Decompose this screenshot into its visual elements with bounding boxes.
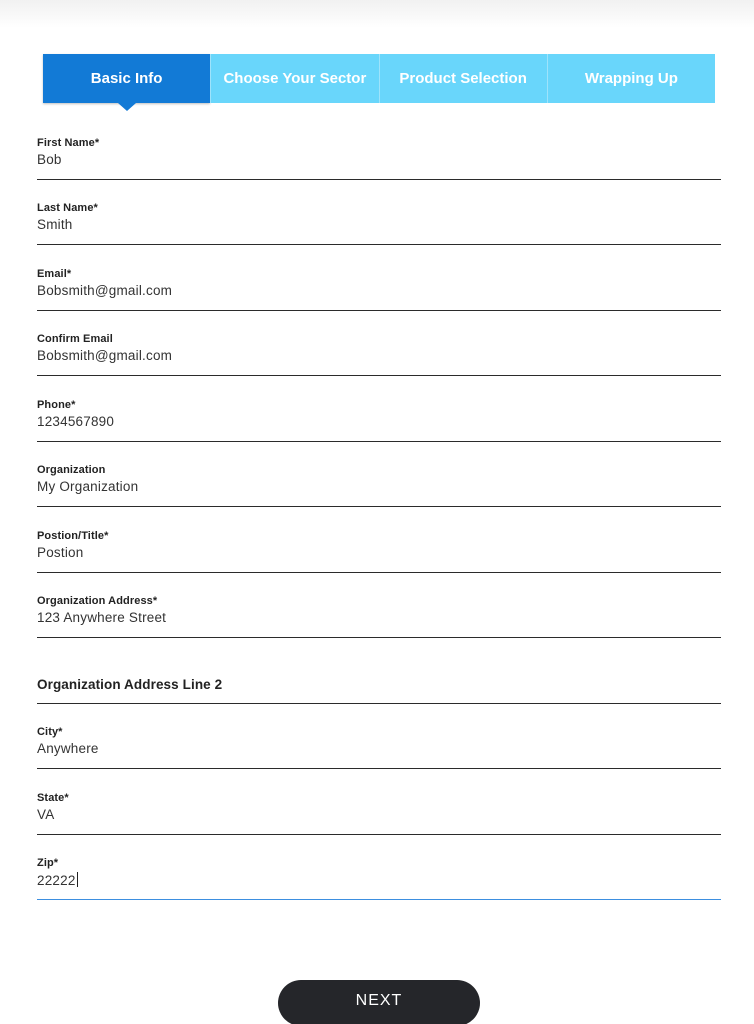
position-title-input[interactable] <box>37 530 721 573</box>
first-name-input[interactable] <box>37 137 721 180</box>
email-value: Bobsmith@gmail.com <box>37 282 173 298</box>
tab-label: Choose Your Sector <box>223 70 367 87</box>
tab-choose-your-sector[interactable] <box>210 54 378 103</box>
phone-value: 1234567890 <box>37 413 115 429</box>
state-input[interactable] <box>37 792 721 835</box>
organization-label: Organization <box>37 464 106 476</box>
confirm-email-input[interactable] <box>37 333 721 376</box>
text-caret <box>77 872 78 887</box>
zip-field[interactable] <box>37 835 721 901</box>
first-name-label: First Name* <box>37 136 100 149</box>
city-value: Anywhere <box>37 741 99 756</box>
next-button[interactable]: NEXT <box>278 980 480 1024</box>
confirm-email-label: Confirm Email <box>37 333 113 345</box>
city-input[interactable] <box>37 726 721 769</box>
active-tab-pointer <box>118 103 136 111</box>
tab-basic-info[interactable] <box>43 54 210 103</box>
position-title-value: Postion <box>37 544 84 560</box>
first-name-field[interactable] <box>37 114 721 180</box>
state-value: VA <box>37 806 55 822</box>
organization-input[interactable] <box>37 464 721 507</box>
position-title-label: Postion/Title* <box>37 529 109 542</box>
wizard-steps <box>43 54 715 103</box>
confirm-email-value: Bobsmith@gmail.com <box>37 348 173 363</box>
organization-address-line2-field[interactable] <box>37 638 721 704</box>
organization-address-line2-input[interactable] <box>37 661 721 704</box>
tab-label: Basic Info <box>90 70 163 87</box>
email-field[interactable] <box>37 245 721 311</box>
last-name-field[interactable] <box>37 180 721 246</box>
last-name-label: Last Name* <box>37 202 98 214</box>
zip-value-wrapper <box>37 872 78 888</box>
email-input[interactable] <box>37 268 721 311</box>
basic-info-form <box>37 114 721 900</box>
organization-address-input[interactable] <box>37 595 721 638</box>
zip-input[interactable] <box>37 857 721 900</box>
tab-label: Product Selection <box>399 70 527 87</box>
phone-label: Phone* <box>37 398 76 411</box>
zip-label: Zip* <box>37 857 59 869</box>
organization-address-line2-label: Organization Address Line 2 <box>37 676 223 692</box>
city-field[interactable] <box>37 704 721 770</box>
phone-input[interactable] <box>37 399 721 442</box>
confirm-email-field[interactable] <box>37 311 721 377</box>
phone-field[interactable] <box>37 376 721 442</box>
organization-address-field[interactable] <box>37 573 721 639</box>
last-name-value: Smith <box>37 217 73 232</box>
tab-product-selection[interactable] <box>379 54 547 103</box>
organization-value: My Organization <box>37 479 139 494</box>
state-field[interactable] <box>37 769 721 835</box>
organization-field[interactable] <box>37 442 721 508</box>
top-shadow <box>0 0 754 28</box>
city-label: City* <box>37 726 63 738</box>
email-label: Email* <box>37 267 72 280</box>
tab-label: Wrapping Up <box>584 70 678 87</box>
state-label: State* <box>37 791 69 804</box>
zip-value: 22222 <box>37 873 76 888</box>
tab-wrapping-up[interactable] <box>547 54 715 103</box>
organization-address-label: Organization Address* <box>37 595 158 607</box>
organization-address-value: 123 Anywhere Street <box>37 610 167 625</box>
position-title-field[interactable] <box>37 507 721 573</box>
last-name-input[interactable] <box>37 202 721 245</box>
first-name-value: Bob <box>37 151 62 167</box>
